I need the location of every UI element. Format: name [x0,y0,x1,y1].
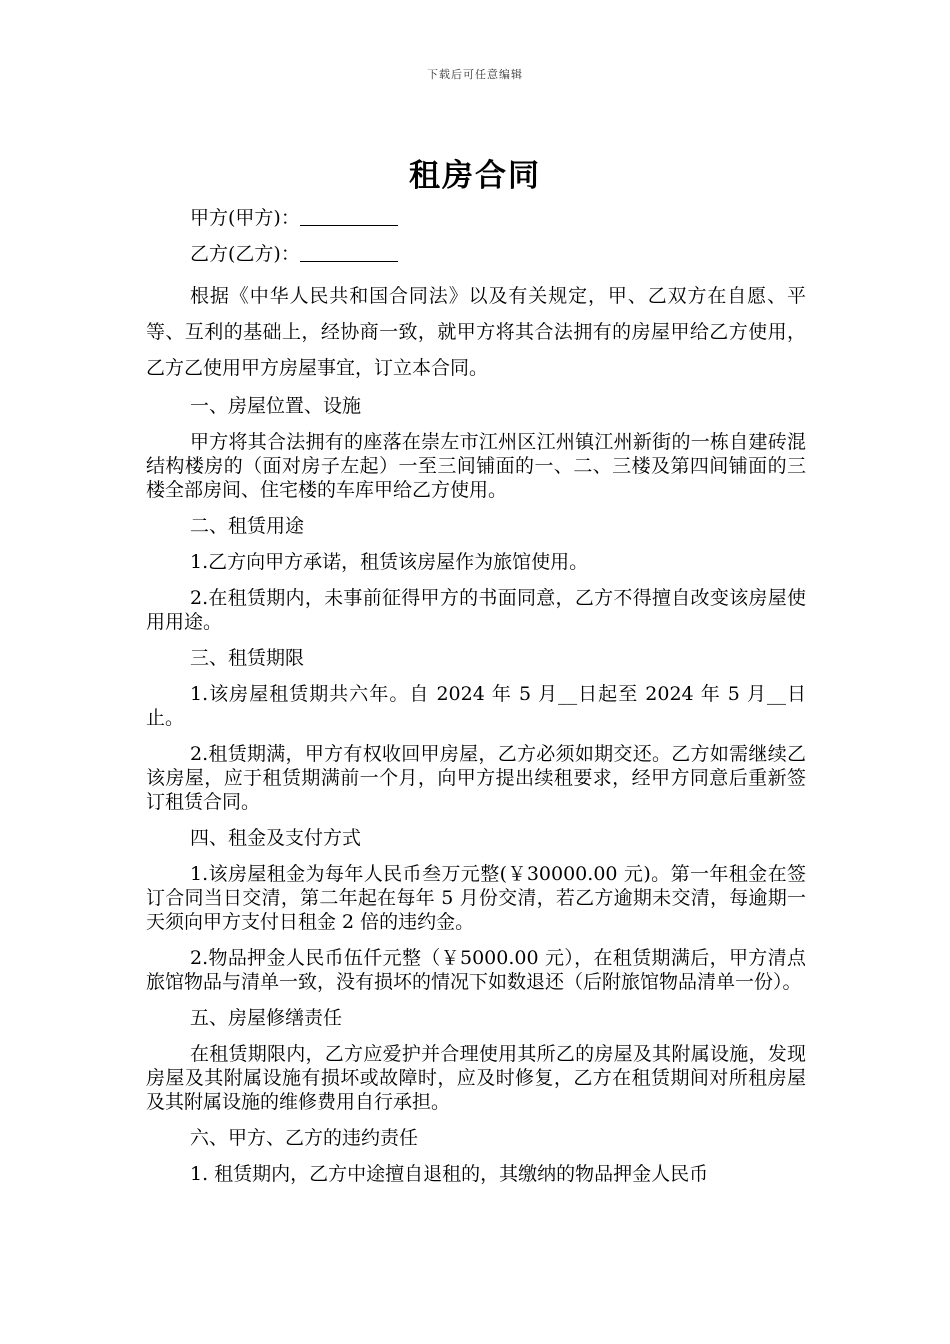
section-1-paragraph: 甲方将其合法拥有的座落在崇左市江州区江州镇江州新街的一栋自建砖混结构楼房的（面对房子左起）一至三间铺面的一、二、三楼及第四间铺面的三楼全部房间、住宅楼的车库甲给乙方使用。 [146,431,806,501]
section-4-paragraph-2: 2.物品押金人民币伍仟元整（￥5000.00 元），在租赁期满后，甲方清点旅馆物品与清单一致，没有损坏的情况下如数退还（后附旅馆物品清单一份）。 [146,947,806,993]
intro-paragraph: 根据《中华人民共和国合同法》以及有关规定，甲、乙双方在自愿、平等、互利的基础上，经协商一致，就甲方将其合法拥有的房屋甲给乙方使用，乙方乙使用甲方房屋事宜，订立本合同。 [146,285,806,379]
section-3-paragraph-1: 1.该房屋租赁期共六年。自 2024 年 5 月__日起至 2024 年 5 月__日止。 [146,683,806,729]
section-1-heading: 一、房屋位置、设施 [190,395,362,417]
header-note: 下载后可任意编辑 [427,68,523,81]
section-2-heading: 二、租赁用途 [190,515,305,537]
section-5-heading: 五、房屋修缮责任 [190,1007,343,1029]
document-title: 租房合同 [409,158,541,194]
section-2-paragraph-1: 1.乙方向甲方承诺，租赁该房屋作为旅馆使用。 [190,551,589,573]
section-4-heading: 四、租金及支付方式 [190,827,362,849]
section-3-heading: 三、租赁期限 [190,647,305,669]
section-5-paragraph: 在租赁期限内，乙方应爱护并合理使用其所乙的房屋及其附属设施，发现房屋及其附属设施有损坏或故障时，应及时修复，乙方在租赁期间对所租房屋及其附属设施的维修费用自行承担。 [146,1043,806,1113]
section-6-paragraph-1: 1. 租赁期内，乙方中途擅自退租的，其缴纳的物品押金人民币 [190,1163,709,1185]
party-a-line [146,206,806,230]
contract-body [146,206,806,1186]
party-b-label: 乙方(乙方)： [190,243,300,265]
party-a-label: 甲方(甲方)： [190,207,300,229]
party-a-blank [300,209,398,226]
section-4-paragraph-1: 1.该房屋租金为每年人民币叁万元整(￥30000.00 元)。第一年租金在签订合同当日交清，第二年起在每年 5 月份交清，若乙方逾期未交清，每逾期一天须向甲方支付日租金 2 倍的违约金。 [146,863,806,933]
section-6-heading: 六、甲方、乙方的违约责任 [190,1127,419,1149]
section-2-paragraph-2: 2.在租赁期内，未事前征得甲方的书面同意，乙方不得擅自改变该房屋使用用途。 [146,587,806,633]
section-3-paragraph-2: 2.租赁期满，甲方有权收回甲房屋，乙方必须如期交还。乙方如需继续乙该房屋，应于租赁期满前一个月，向甲方提出续租要求，经甲方同意后重新签订租赁合同。 [146,743,806,813]
party-b-blank [300,245,398,262]
party-b-line [146,242,806,266]
